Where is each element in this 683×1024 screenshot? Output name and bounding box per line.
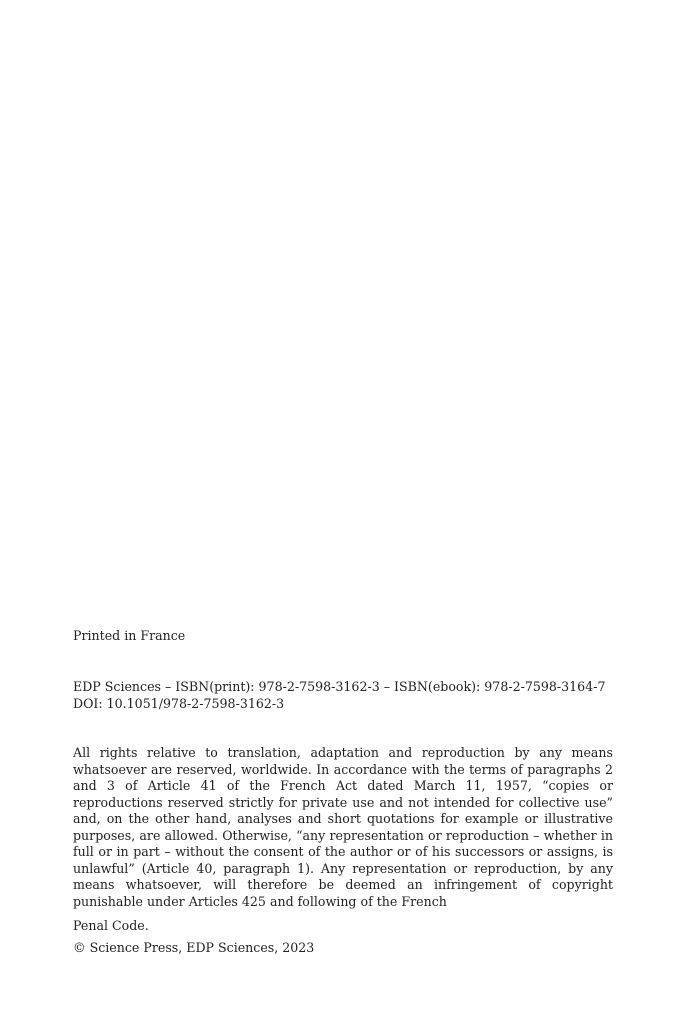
rights-notice (73, 745, 613, 935)
rights-paragraph: All rights relative to translation, adaptation and reproduction by any means whatsoever are reserved, worldwide. In accordance with the terms of paragraphs 2 and 3 of Article 41 of the French Act dated March 11, 1957, “copies or reproductions reserved strictly for private use and not intended for collective use” and, on the other hand, analyses and short quotations for example or illustrative purposes, are allowed. Otherwise, “any representation or reproduction – whether in full or in part – without the consent of the author or of his successors or assigns, is unlawful” (Article 40, paragraph 1). Any representation or reproduction, by any means whatsoever, will therefore be deemed an infringement of copyright punishable under Articles 425 and following of the French (73, 745, 613, 909)
printed-in-line: Printed in France (73, 628, 186, 643)
isbn-block (73, 679, 613, 712)
rights-paragraph-end: Penal Code. (73, 918, 149, 933)
doi-line: DOI: 10.1051/978-2-7598-3162-3 (73, 695, 285, 711)
isbn-line: EDP Sciences – ISBN(print): 978-2-7598-3162-3 – ISBN(ebook): 978-2-7598-3164-7 (73, 679, 606, 694)
copyright-line: © Science Press, EDP Sciences, 2023 (73, 940, 315, 955)
